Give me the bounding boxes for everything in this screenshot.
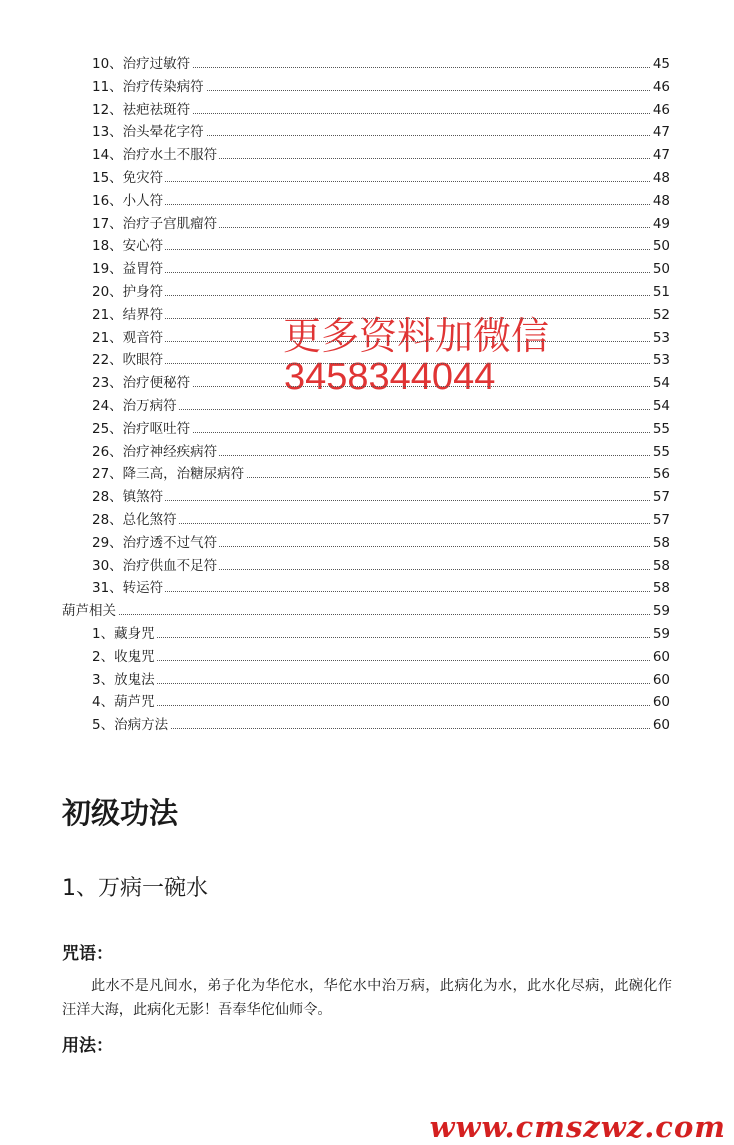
toc-entry-page-number: 54 [651, 372, 670, 394]
toc-leader-dots [92, 295, 670, 296]
toc-entry-title: 葫芦相关 [62, 600, 118, 622]
toc-entry-page-number: 56 [651, 463, 670, 485]
toc-entry-title: 21、观音符 [92, 327, 165, 349]
toc-entry-page-number: 52 [651, 304, 670, 326]
toc-entry-page-number: 50 [651, 258, 670, 280]
toc-entry[interactable] [0, 555, 734, 577]
toc-entry[interactable] [0, 258, 734, 280]
toc-entry-page-number: 58 [651, 532, 670, 554]
toc-leader-dots [92, 363, 670, 364]
toc-leader-dots [92, 591, 670, 592]
toc-entry[interactable] [0, 235, 734, 257]
toc-entry-page-number: 55 [651, 418, 670, 440]
toc-entry-title: 4、葫芦咒 [92, 691, 157, 713]
toc-entry-title: 10、治疗过敏符 [92, 53, 192, 75]
toc-entry-page-number: 58 [651, 577, 670, 599]
toc-entry[interactable] [0, 144, 734, 166]
toc-leader-dots [92, 409, 670, 410]
toc-entry-title: 14、治疗水土不服符 [92, 144, 219, 166]
toc-entry-page-number: 46 [651, 99, 670, 121]
toc-entry-page-number: 58 [651, 555, 670, 577]
toc-entry-title: 24、治万病符 [92, 395, 179, 417]
toc-entry-title: 31、转运符 [92, 577, 165, 599]
toc-entry[interactable] [0, 623, 734, 645]
incantation-paragraph: 此水不是凡间水，弟子化为华佗水，华佗水中治万病，此病化为水，此水化尽病，此碗化作汪洋大海，此病化无影！吾奉华佗仙师令。 [62, 978, 672, 1018]
toc-leader-dots [92, 637, 670, 638]
toc-entry-page-number: 59 [651, 623, 670, 645]
subsection-heading: 1、万病一碗水 [62, 876, 208, 901]
toc-entry[interactable] [0, 441, 734, 463]
toc-entry-page-number: 55 [651, 441, 670, 463]
toc-entry-page-number: 49 [651, 213, 670, 235]
section-heading: 初级功法 [62, 796, 179, 830]
toc-entry-title: 12、祛疤祛斑符 [92, 99, 192, 121]
toc-entry[interactable] [0, 167, 734, 189]
incantation-label: 咒语： [62, 944, 113, 964]
watermark-line-1: 更多资料加微信 [283, 314, 550, 358]
toc-entry-title: 13、治头晕花字符 [92, 121, 206, 143]
toc-entry-page-number: 54 [651, 395, 670, 417]
toc-entry-page-number: 45 [651, 53, 670, 75]
toc-entry[interactable] [0, 577, 734, 599]
toc-entry[interactable] [0, 99, 734, 121]
toc-leader-dots [92, 500, 670, 501]
toc-entry[interactable] [0, 76, 734, 98]
toc-entry-page-number: 51 [651, 281, 670, 303]
toc-leader-dots [92, 318, 670, 319]
toc-leader-dots [92, 683, 670, 684]
toc-entry-page-number: 57 [651, 509, 670, 531]
toc-entry-page-number: 60 [651, 669, 670, 691]
toc-leader-dots [92, 523, 670, 524]
toc-entry-page-number: 53 [651, 327, 670, 349]
footer-watermark-url: www.cmszwz.com [429, 1110, 726, 1144]
toc-entry-title: 25、治疗呕吐符 [92, 418, 192, 440]
toc-entry-page-number: 53 [651, 349, 670, 371]
toc-leader-dots [92, 705, 670, 706]
toc-leader-dots [92, 181, 670, 182]
toc-entry-page-number: 47 [651, 121, 670, 143]
toc-entry[interactable] [0, 281, 734, 303]
toc-entry-title: 22、吹眼符 [92, 349, 165, 371]
toc-entry[interactable] [0, 532, 734, 554]
toc-entry[interactable] [0, 121, 734, 143]
toc-entry-title: 27、降三高，治糖尿病符 [92, 463, 246, 485]
toc-entry-title: 1、藏身咒 [92, 623, 157, 645]
toc-entry[interactable] [0, 600, 734, 622]
toc-entry-page-number: 50 [651, 235, 670, 257]
toc-entry[interactable] [0, 53, 734, 75]
toc-leader-dots [92, 341, 670, 342]
toc-entry-title: 28、总化煞符 [92, 509, 179, 531]
toc-entry[interactable] [0, 418, 734, 440]
toc-entry[interactable] [0, 213, 734, 235]
toc-entry-page-number: 47 [651, 144, 670, 166]
toc-entry-title: 15、免灾符 [92, 167, 165, 189]
toc-entry[interactable] [0, 714, 734, 736]
toc-entry-title: 29、治疗透不过气符 [92, 532, 219, 554]
toc-entry-title: 5、治病方法 [92, 714, 170, 736]
toc-entry-title: 3、放鬼法 [92, 669, 157, 691]
toc-entry-title: 21、结界符 [92, 304, 165, 326]
toc-entry[interactable] [0, 463, 734, 485]
toc-entry-title: 19、益胃符 [92, 258, 165, 280]
toc-entry-title: 26、治疗神经疾病符 [92, 441, 219, 463]
toc-entry-page-number: 48 [651, 167, 670, 189]
toc-entry-title: 30、治疗供血不足符 [92, 555, 219, 577]
toc-entry[interactable] [0, 190, 734, 212]
toc-leader-dots [92, 272, 670, 273]
toc-entry[interactable] [0, 691, 734, 713]
toc-leader-dots [92, 204, 670, 205]
toc-entry-title: 28、镇煞符 [92, 486, 165, 508]
usage-label: 用法： [62, 1036, 113, 1056]
toc-leader-dots [62, 614, 670, 615]
toc-leader-dots [92, 660, 670, 661]
toc-entry-page-number: 60 [651, 646, 670, 668]
toc-entry-page-number: 60 [651, 714, 670, 736]
toc-entry-title: 16、小人符 [92, 190, 165, 212]
toc-entry-page-number: 60 [651, 691, 670, 713]
toc-entry-title: 18、安心符 [92, 235, 165, 257]
toc-entry-page-number: 57 [651, 486, 670, 508]
watermark-line-2: 3458344044 [284, 356, 496, 398]
toc-entry-title: 11、治疗传染病符 [92, 76, 206, 98]
toc-entry-title: 23、治疗便秘符 [92, 372, 192, 394]
toc-entry[interactable] [0, 509, 734, 531]
toc-entry-page-number: 48 [651, 190, 670, 212]
toc-entry-title: 2、收鬼咒 [92, 646, 157, 668]
toc-entry-page-number: 46 [651, 76, 670, 98]
toc-entry-page-number: 59 [651, 600, 670, 622]
toc-leader-dots [92, 249, 670, 250]
toc-entry-title: 20、护身符 [92, 281, 165, 303]
toc-leader-dots [92, 728, 670, 729]
toc-entry[interactable] [0, 486, 734, 508]
toc-entry[interactable] [0, 646, 734, 668]
toc-entry[interactable] [0, 669, 734, 691]
toc-entry-title: 17、治疗子宫肌瘤符 [92, 213, 219, 235]
